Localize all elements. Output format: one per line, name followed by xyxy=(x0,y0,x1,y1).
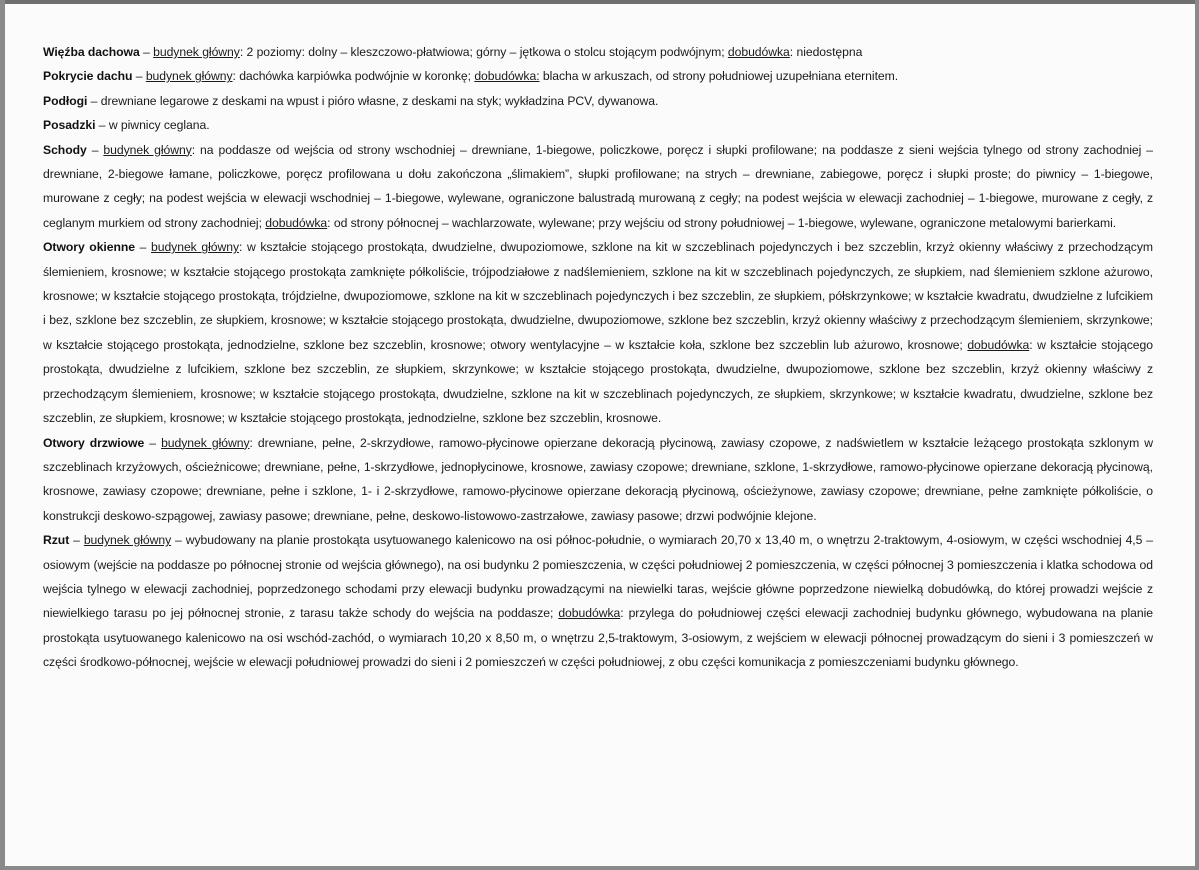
paragraph-text: – w piwnicy ceglana. xyxy=(95,118,210,133)
building-label: dobudówka xyxy=(558,606,621,621)
building-label: budynek główny xyxy=(161,435,250,450)
section-heading: Otwory drzwiowe xyxy=(43,435,145,450)
paragraph-otwory-drzwiowe xyxy=(43,431,1153,529)
building-label: budynek główny xyxy=(153,45,240,59)
section-heading: Rzut xyxy=(43,533,70,548)
paragraph-text: blacha w arkuszach, od strony południowej uzupełniana eternitem. xyxy=(539,69,899,84)
paragraph-text: – xyxy=(135,240,151,255)
building-label: budynek główny xyxy=(145,69,233,84)
building-label: dobudówka xyxy=(967,337,1030,352)
paragraph-text: : w kształcie stojącego prostokąta, dwudzielne, dwupoziomowe, szklone na kit w szczeblinach pojedynczych i bez szczeblin, krzyż okienny właściwy z przechodzącym ślemieniem, krosnowe; w kształcie stojącego prostokąta zamknięte półkoliście, trójpodziałowe z nadślemieniem, szklone na kit w szczeblinach pojedynczych, ze słupkiem, nad ślemieniem szklone ażurowo, krosnowe; w kształcie stojącego prostokąta, trójdzielne, dwupoziomowe, szklone na kit w szczeblinach pojedynczych i bez szczeblin, ze słupkiem, półskrzynkowe; w kształcie kwadratu, dwudzielne z lufcikiem i bez, szklone bez szczeblin, ze słupkiem, krosnowe; w kształcie stojącego prostokąta, dwudzielne, dwupoziomowe, szklone bez szczeblin, krzyż okienny właściwy z przechodzącym ślemieniem, skrzynkowe; w kształcie stojącego prostokąta, jednodzielne, szklone bez szczeblin, krosnowe; otwory wentylacyjne – w kształcie koła, szklone bez szczeblin lub ażurowo, krosnowe; xyxy=(43,240,1153,352)
section-heading: Schody xyxy=(43,142,87,157)
paragraph-text: – xyxy=(144,435,162,450)
paragraph-text: – drewniane legarowe z deskami na wpust i pióro własne, z deskami na styk; wykładzina PCV, dywanowa. xyxy=(87,93,659,108)
paragraph-schody xyxy=(43,138,1153,236)
building-label: budynek główny xyxy=(151,240,239,255)
paragraph-text: : na poddasze od wejścia od strony wschodniej – drewniane, 1-biegowe, policzkowe, poręcz i słupki profilowane; na poddasze z sieni wejścia tylnego od strony zachodniej – drewniane, 2-biegowe łamane, policzkowe, poręcz profilowana u dołu zakończona „ślimakiem”, słupki profilowane; na strych – drewniane, zabiegowe, poręcz i słupki proste; do piwnicy – 1-biegowe, murowane z cegły; na podest wejścia w elewacji wschodniej – 1-biegowe, wylewane, ograniczone balustradą murowaną z cegły; na podest wejścia w elewacji zachodniej – 1-biegowe, murowane z cegły, z ceglanym murkiem od strony zachodniej; xyxy=(43,142,1153,230)
paragraph-text: : w kształcie stojącego prostokąta, dwudzielne z lufcikiem, szklone bez szczeblin, ze słupkiem, skrzynkowe; w kształcie stojącego prostokąta, dwudzielne, dwupoziomowe, szklone bez szczeblin, krzyż okienny właściwy z przechodzącym ślemieniem, krosnowe; w kształcie stojącego prostokąta, dwudzielne, szklone na kit w szczeblinach pojedynczych, ze słupkiem, skrzynkowe; w kształcie kwadratu, dwudzielne, szklone bez szczeblin, ze słupkiem, krosnowe; w kształcie stojącego prostokąta, jednodzielne, szklone bez szczeblin, krosnowe. xyxy=(43,337,1153,426)
building-label: dobudówka xyxy=(727,45,790,59)
building-label: budynek główny xyxy=(83,533,172,548)
paragraph-text: : drewniane, pełne, 2-skrzydłowe, ramowo-płycinowe opierzane dekoracją płycinową, zawiasy czopowe, z nadświetlem w kształcie leżącego prostokąta szklonym w szczeblinach krzyżowych, ościeżnicowe; drewniane, pełne, 1-skrzydłowe, jednopłycinowe, krosnowe, zawiasy czopowe; drewniane, szklone, 1-skrzydłowe, ramowo-płycinowe opierzane dekoracją płycinową, krosnowe, zawiasy czopowe; drewniane, pełne i szklone, 1- i 2-skrzydłowe, ramowo-płycinowe opierzane dekoracją płycinową, ościeżynowe, zawiasy czopowe; drewniane, pełne zamknięte półkoliście, o konstrukcji deskowo-szpągowej, zawiasy pasowe; drewniane, pełne, deskowo-listowowo-zastrzałowe, zawiasy pasowe; drzwi podwójnie klejone. xyxy=(43,435,1154,523)
paragraph-otwory-okienne xyxy=(43,235,1153,430)
building-label: dobudówka xyxy=(265,215,328,230)
section-heading: Otwory okienne xyxy=(43,240,136,255)
section-heading: Podłogi xyxy=(43,93,88,108)
building-label: dobudówka: xyxy=(474,69,540,84)
paragraph-text: – xyxy=(69,533,84,548)
paragraph-wiezba xyxy=(43,40,1153,64)
paragraph-rzut xyxy=(43,528,1153,674)
document-page xyxy=(5,4,1195,866)
paragraph-text: : dachówka karpiówka podwójnie w koronkę; xyxy=(232,69,475,84)
building-label: budynek główny xyxy=(103,142,192,157)
paragraph-text: – xyxy=(139,45,154,59)
paragraph-text: : od strony północnej – wachlarzowate, wylewane; przy wejściu od strony południowej – 1-biegowe, wylewane, ograniczone metalowymi barierkami. xyxy=(327,215,1117,230)
section-heading: Więźba dachowa xyxy=(43,45,140,59)
paragraph-pokrycie xyxy=(43,64,1153,88)
paragraph-text: : 2 poziomy: dolny – kleszczowo-płatwiowa; górny – jętkowa o stolcu stojącym podwójnym; xyxy=(239,45,728,59)
paragraph-text: – xyxy=(86,142,104,157)
paragraph-text: – xyxy=(132,69,146,84)
section-heading: Pokrycie dachu xyxy=(43,69,133,84)
paragraph-text: : przylega do południowej części elewacji zachodniej budynku głównego, wybudowana na planie prostokąta usytuowanego kalenicowo na osi wschód-zachód, o wymiarach 10,20 x 8,50 m, o wnętrzu 2,5-traktowym, 3-osiowym, z wejściem w elewacji północnej prowadzącym do sieni i 3 pomieszczeń w części środkowo-północnej, wejście w elewacji południowej prowadzi do sieni i 2 pomieszczeń w części południowej, z obu części komunikacja z pomieszczeniami budynku głównego. xyxy=(43,606,1153,670)
paragraph-posadzki xyxy=(43,113,1153,137)
section-heading: Posadzki xyxy=(43,118,96,133)
paragraph-text: : niedostępna xyxy=(789,45,863,59)
paragraph-text: – wybudowany na planie prostokąta usytuowanego kalenicowo na osi północ-południe, o wymiarach 20,70 x 13,40 m, o wnętrzu 2-traktowym, 4-osiowym, w części wschodniej 4,5 – osiowym (wejście na poddasze po północnej stronie od wejścia głównego), na osi budynku 2 pomieszczenia, w części południowej 2 pomieszczenia, w części północnej 3 pomieszczenia i klatka schodowa od wejścia tylnego w elewacji zachodniej, poprzedzonego schodami przy elewacji budynku prowadzącymi na niewielki taras, wejście główne poprzedzone niewielką dobudówką, do której prowadzi wejście z niewielkiego tarasu po jej północnej stronie, z tarasu także schody do wejścia na poddasze; xyxy=(43,533,1154,621)
paragraph-podlogi xyxy=(43,89,1153,113)
